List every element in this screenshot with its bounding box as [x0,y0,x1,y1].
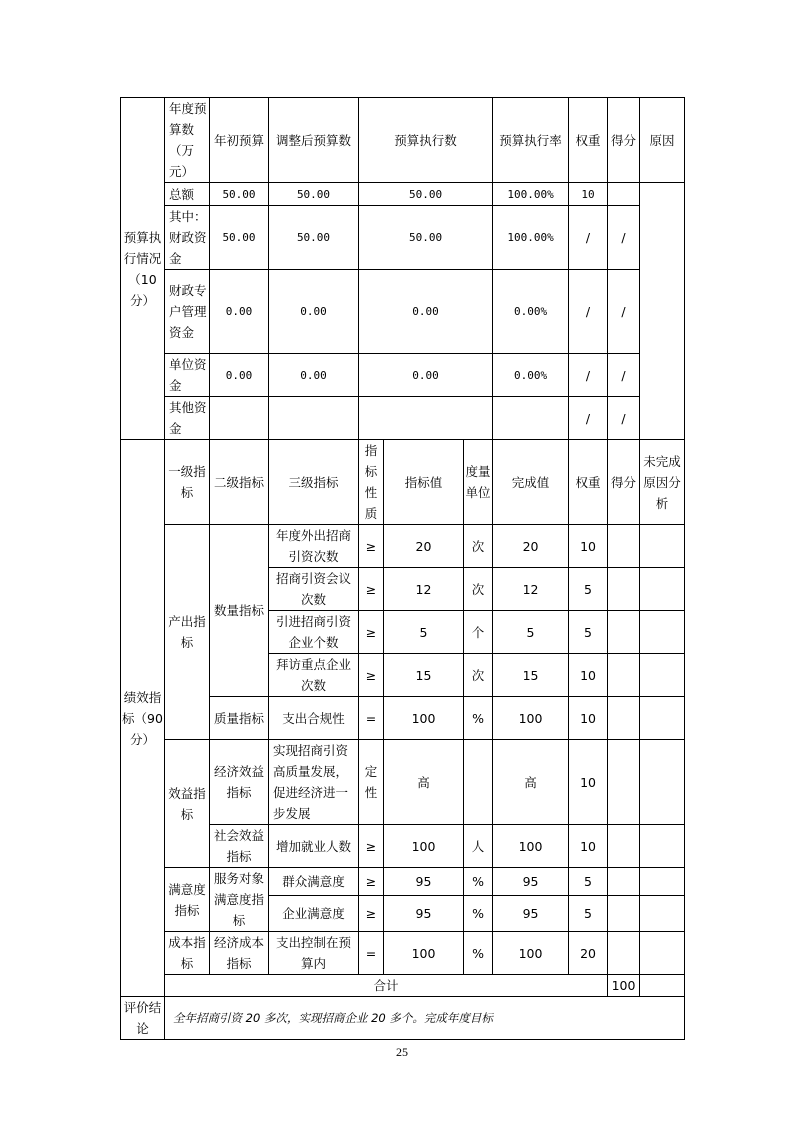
weight-cell: 10 [569,825,608,868]
reason-cell [640,611,685,654]
row-label: 财政专户管理资金 [165,270,210,354]
score-cell [608,183,640,206]
reason-cell [640,568,685,611]
reason-cell [640,697,685,740]
indicator-name: 增加就业人数 [269,825,359,868]
performance-evaluation-table [120,97,685,1040]
indicator-name: 支出合规性 [269,697,359,740]
header-nature: 指标性质 [359,440,384,525]
adjusted-cell: 50.00 [269,206,359,270]
total-row [121,975,685,997]
reason-cell [640,654,685,697]
group-output: 产出指标 [165,525,210,740]
nature-cell: = [359,697,384,740]
group-service-satisfaction: 服务对象满意度指标 [210,868,269,932]
executed-cell: 0.00 [359,354,493,397]
target-cell: 20 [384,525,464,568]
target-cell: 5 [384,611,464,654]
indicator-name: 实现招商引资高质量发展，促进经济进一步发展 [269,740,359,825]
performance-section-label: 绩效指标（90分） [121,440,165,997]
header-executed: 预算执行数 [359,98,493,183]
group-social-benefit: 社会效益指标 [210,825,269,868]
actual-cell: 100 [493,697,569,740]
weight-cell: 5 [569,868,608,896]
rate-cell: 100.00% [493,183,569,206]
group-benefit: 效益指标 [165,740,210,868]
page-content [120,97,684,1060]
conclusion-text: 全年招商引资 20 多次，实现招商企业 20 多个。完成年度目标 [165,997,685,1040]
weight-cell: 10 [569,183,608,206]
indicator-name: 招商引资会议次数 [269,568,359,611]
header-level3: 三级指标 [269,440,359,525]
indicator-name: 群众满意度 [269,868,359,896]
weight-cell: 5 [569,568,608,611]
initial-cell: 0.00 [210,354,269,397]
executed-cell [359,397,493,440]
rate-cell [493,397,569,440]
group-econ-benefit: 经济效益指标 [210,740,269,825]
header-level1: 一级指标 [165,440,210,525]
table-row [121,397,685,440]
unit-cell: % [464,697,493,740]
nature-cell: = [359,932,384,975]
score-cell: / [608,270,640,354]
weight-cell: 10 [569,740,608,825]
adjusted-cell: 0.00 [269,354,359,397]
row-label: 总额 [165,183,210,206]
nature-cell: ≥ [359,525,384,568]
adjusted-cell: 0.00 [269,270,359,354]
header-adjusted-budget: 调整后预算数 [269,98,359,183]
table-row [121,868,685,896]
header-score: 得分 [608,98,640,183]
group-econ-cost: 经济成本指标 [210,932,269,975]
group-quantity: 数量指标 [210,525,269,697]
table-row [121,206,685,270]
indicator-name: 企业满意度 [269,896,359,932]
total-weight: 100 [608,975,640,997]
header-initial-budget: 年初预算 [210,98,269,183]
score-cell [608,825,640,868]
rate-cell: 0.00% [493,354,569,397]
header-reason: 原因 [640,98,685,183]
header-level2: 二级指标 [210,440,269,525]
nature-cell: ≥ [359,611,384,654]
score-cell [608,896,640,932]
conclusion-row [121,997,685,1040]
nature-cell: 定性 [359,740,384,825]
executed-cell: 50.00 [359,183,493,206]
unit-cell: 次 [464,568,493,611]
weight-cell: / [569,354,608,397]
row-label: 其他资金 [165,397,210,440]
reason-cell [640,825,685,868]
table-row [121,740,685,825]
target-cell: 95 [384,896,464,932]
target-cell: 100 [384,825,464,868]
unit-cell: 次 [464,654,493,697]
row-label: 单位资金 [165,354,210,397]
header-unit: 度量单位 [464,440,493,525]
score-cell [608,697,640,740]
unit-cell [464,740,493,825]
executed-cell: 50.00 [359,206,493,270]
budget-header-row [121,98,685,183]
weight-cell: 5 [569,896,608,932]
nature-cell: ≥ [359,654,384,697]
weight-cell: 20 [569,932,608,975]
adjusted-cell [269,397,359,440]
actual-cell: 20 [493,525,569,568]
executed-cell: 0.00 [359,270,493,354]
rate-cell: 100.00% [493,206,569,270]
group-cost: 成本指标 [165,932,210,975]
table-row [121,932,685,975]
row-label: 其中：财政资金 [165,206,210,270]
header-rate: 预算执行率 [493,98,569,183]
header-annual-budget: 年度预算数（万元） [165,98,210,183]
score-cell: / [608,354,640,397]
actual-cell: 100 [493,932,569,975]
actual-cell: 100 [493,825,569,868]
score-cell [608,525,640,568]
weight-cell: 10 [569,697,608,740]
target-cell: 高 [384,740,464,825]
actual-cell: 高 [493,740,569,825]
reason-cell [640,740,685,825]
score-cell: / [608,206,640,270]
unit-cell: % [464,868,493,896]
indicator-name: 拜访重点企业次数 [269,654,359,697]
nature-cell: ≥ [359,868,384,896]
group-quality: 质量指标 [210,697,269,740]
target-cell: 15 [384,654,464,697]
reason-cell [640,868,685,896]
target-cell: 12 [384,568,464,611]
table-row [121,354,685,397]
initial-cell: 50.00 [210,206,269,270]
reason-cell [640,525,685,568]
weight-cell: / [569,206,608,270]
nature-cell: ≥ [359,568,384,611]
target-cell: 100 [384,932,464,975]
total-label: 合计 [165,975,608,997]
budget-section-label: 预算执行情况（10分） [121,98,165,440]
initial-cell: 0.00 [210,270,269,354]
score-cell [608,932,640,975]
actual-cell: 95 [493,868,569,896]
group-satisfaction: 满意度指标 [165,868,210,932]
score-cell [608,654,640,697]
unit-cell: 次 [464,525,493,568]
weight-cell: 10 [569,525,608,568]
score-cell [608,611,640,654]
score-cell [608,740,640,825]
unit-cell: % [464,932,493,975]
score-cell [640,975,685,997]
actual-cell: 12 [493,568,569,611]
adjusted-cell: 50.00 [269,183,359,206]
actual-cell: 95 [493,896,569,932]
header-target: 指标值 [384,440,464,525]
rate-cell: 0.00% [493,270,569,354]
header-unfinished-reason: 未完成原因分析 [640,440,685,525]
indicator-name: 支出控制在预算内 [269,932,359,975]
weight-cell: 10 [569,654,608,697]
header-actual: 完成值 [493,440,569,525]
score-cell [608,868,640,896]
table-row [121,183,685,206]
header-score: 得分 [608,440,640,525]
score-cell: / [608,397,640,440]
header-weight: 权重 [569,440,608,525]
target-cell: 95 [384,868,464,896]
initial-cell [210,397,269,440]
actual-cell: 15 [493,654,569,697]
conclusion-label: 评价结论 [121,997,165,1040]
nature-cell: ≥ [359,896,384,932]
reason-cell [640,896,685,932]
reason-cell [640,183,685,440]
table-row [121,270,685,354]
weight-cell: 5 [569,611,608,654]
initial-cell: 50.00 [210,183,269,206]
header-weight: 权重 [569,98,608,183]
unit-cell: 个 [464,611,493,654]
weight-cell: / [569,270,608,354]
nature-cell: ≥ [359,825,384,868]
page-number: 25 [396,1045,408,1059]
reason-cell [640,932,685,975]
indicator-name: 引进招商引资企业个数 [269,611,359,654]
target-cell: 100 [384,697,464,740]
table-row [121,525,685,568]
unit-cell: 人 [464,825,493,868]
indicator-name: 年度外出招商引资次数 [269,525,359,568]
weight-cell: / [569,397,608,440]
actual-cell: 5 [493,611,569,654]
performance-header-row [121,440,685,525]
unit-cell: % [464,896,493,932]
score-cell [608,568,640,611]
